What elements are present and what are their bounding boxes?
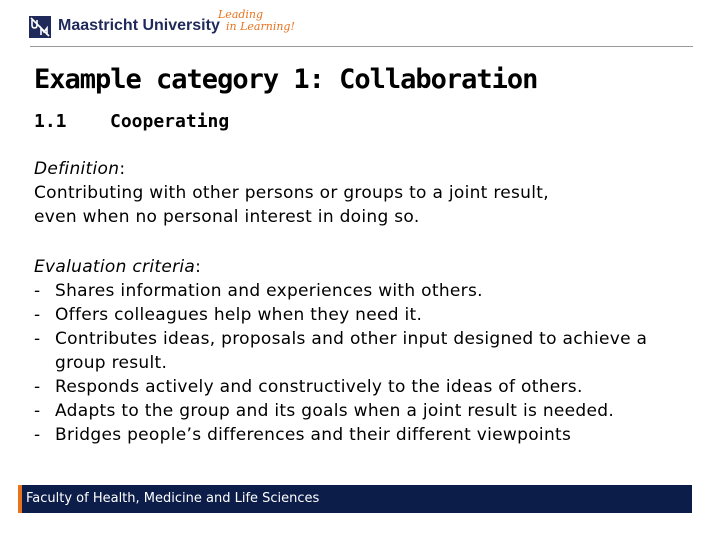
criteria-item: - Bridges people’s differences and their different viewpoints (34, 425, 572, 445)
section-title: Cooperating (110, 111, 230, 132)
section-number: 1.1 (34, 111, 67, 132)
tagline (218, 9, 295, 33)
slide-title: Example category 1: Collaboration (34, 64, 538, 95)
tagline-line2: in Learning! (226, 20, 295, 33)
criteria-text: Adapts to the group and its goals when a joint result is needed. (55, 401, 615, 421)
definition-line: even when no personal interest in doing so. (34, 207, 420, 227)
evaluation-block (34, 255, 684, 447)
criteria-text: Shares information and experiences with others. (55, 281, 483, 301)
university-logo-icon (29, 16, 51, 38)
criteria-text: Bridges people’s differences and their different viewpoints (55, 425, 572, 445)
footer-accent (18, 485, 22, 513)
criteria-item: - Contributes ideas, proposals and other input designed to achieve a group result. (34, 329, 648, 373)
evaluation-label: Evaluation criteria: (34, 257, 202, 277)
definition-block (34, 157, 684, 229)
definition-label: Definition: (34, 159, 126, 179)
tagline-line1: Leading (218, 8, 264, 21)
criteria-text: Responds actively and constructively to the ideas of others. (55, 377, 583, 397)
faculty-name: Faculty of Health, Medicine and Life Sciences (26, 491, 320, 506)
header-divider (30, 46, 693, 47)
criteria-text: Offers colleagues help when they need it. (55, 305, 423, 325)
footer-bar (18, 485, 692, 513)
definition-line: Contributing with other persons or groups to a joint result, (34, 183, 549, 203)
criteria-item: - Shares information and experiences with others. (34, 281, 483, 301)
header (0, 0, 720, 48)
criteria-text: Contributes ideas, proposals and other input designed to achieve a group result. (55, 329, 648, 373)
criteria-item: - Responds actively and constructively to the ideas of others. (34, 377, 583, 397)
university-name: Maastricht University (58, 17, 220, 34)
criteria-item: - Offers colleagues help when they need it. (34, 305, 423, 325)
criteria-item: - Adapts to the group and its goals when a joint result is needed. (34, 401, 615, 421)
criteria-list (34, 279, 684, 447)
